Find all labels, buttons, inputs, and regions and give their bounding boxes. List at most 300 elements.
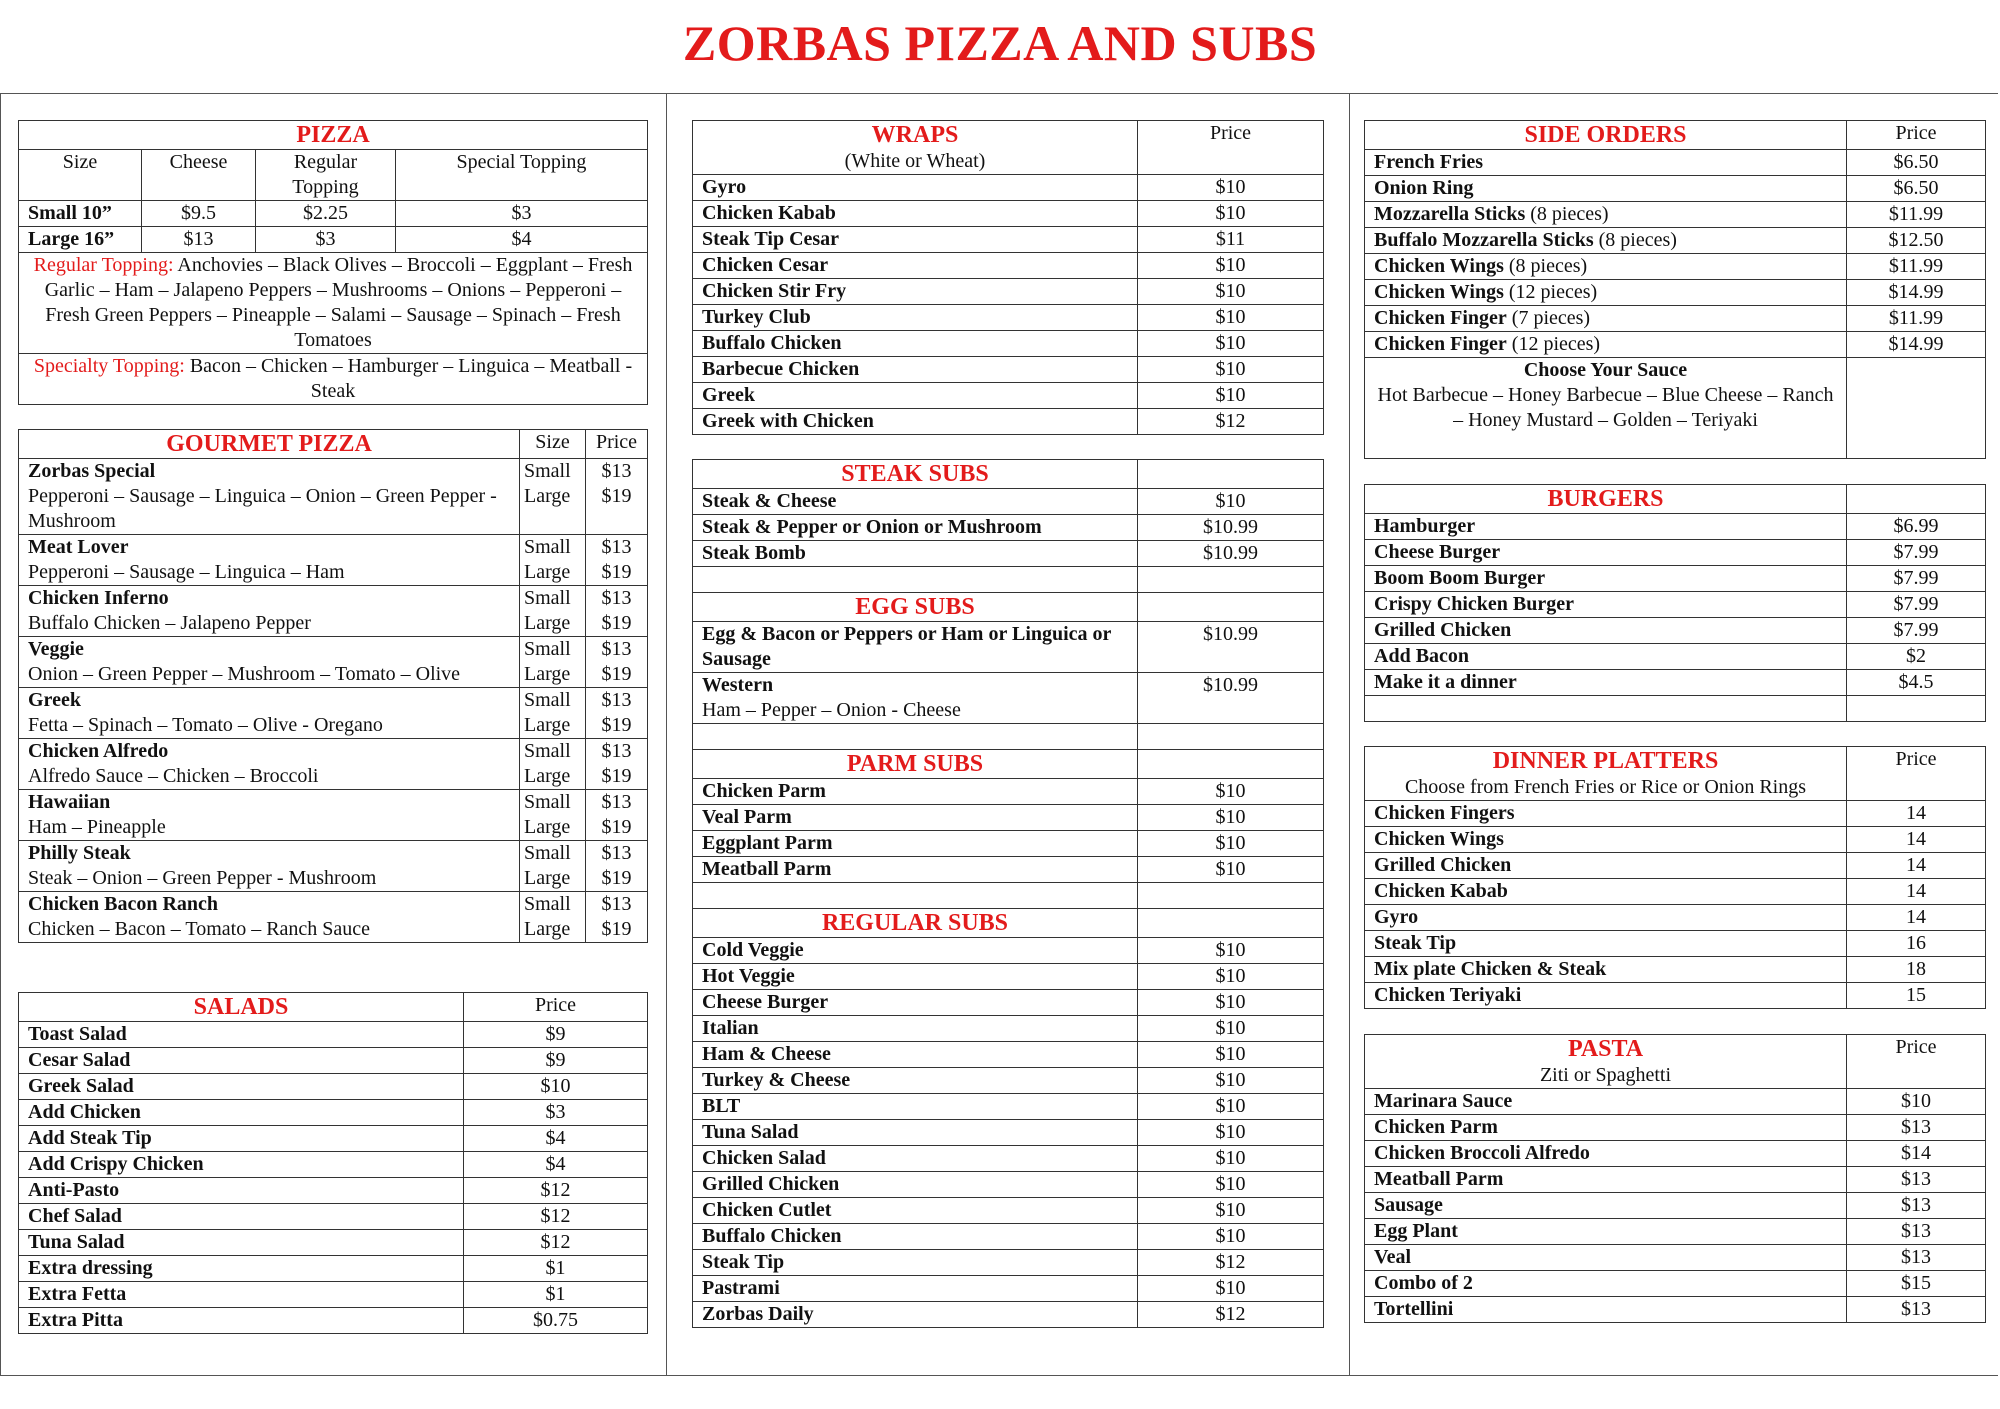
menu-item-cell: [19, 1204, 464, 1230]
menu-row: [19, 1282, 648, 1308]
menu-item-name: Cheese Burger: [702, 991, 829, 1013]
menu-item-cell: [1365, 1219, 1847, 1245]
price-small: $13: [601, 460, 632, 482]
menu-item-cell: [1365, 332, 1847, 358]
gourmet-row: [19, 892, 648, 943]
menu-item-price: 15: [1847, 983, 1986, 1009]
menu-row: [693, 279, 1324, 305]
size-small: Small: [524, 740, 571, 762]
size-large: Large: [524, 714, 571, 736]
gourmet-item-name: Greek: [28, 689, 81, 711]
menu-item-price: $3: [464, 1100, 648, 1126]
gourmet-item-cell: [19, 892, 520, 943]
menu-row: [19, 1048, 648, 1074]
menu-row: [1365, 957, 1986, 983]
gourmet-item-cell: [19, 790, 520, 841]
menu-item-price: $13: [1847, 1167, 1986, 1193]
size-small: Small: [524, 536, 571, 558]
menu-item-price: 14: [1847, 827, 1986, 853]
burgers-title: BURGERS: [1547, 486, 1664, 512]
menu-row: [693, 227, 1324, 253]
menu-item-cell: [693, 253, 1138, 279]
menu-row: [1365, 1115, 1986, 1141]
gourmet-item-name: Meat Lover: [28, 536, 129, 558]
menu-item-cell: [693, 357, 1138, 383]
gourmet-item-name: Philly Steak: [28, 842, 131, 864]
menu-row: [693, 357, 1324, 383]
gourmet-item-description: Ham – Pineapple: [28, 816, 166, 838]
menu-item-name: Cold Veggie: [702, 939, 804, 961]
menu-item-name: Chicken Finger: [1374, 333, 1507, 355]
menu-item-price: $1: [464, 1282, 648, 1308]
menu-item-price: $13: [1847, 1115, 1986, 1141]
menu-item-cell: [1365, 879, 1847, 905]
gourmet-item-cell: [19, 841, 520, 892]
menu-row: [19, 1152, 648, 1178]
gourmet-sizes: [520, 841, 586, 892]
menu-item-price: $13: [1847, 1193, 1986, 1219]
dinner-platters-section: [1364, 746, 1986, 1009]
menu-row: [1365, 853, 1986, 879]
gourmet-prices: [586, 535, 648, 586]
menu-item-name: Chicken Broccoli Alfredo: [1374, 1142, 1590, 1164]
menu-row: [693, 305, 1324, 331]
gourmet-title: GOURMET PIZZA: [166, 431, 372, 457]
sauce-options: Hot Barbecue – Honey Barbecue – Blue Cheese – Ranch – Honey Mustard – Golden – Teriyaki: [1377, 384, 1834, 431]
menu-row: [1365, 618, 1986, 644]
menu-item-cell: [1365, 957, 1847, 983]
gourmet-prices: [586, 892, 648, 943]
menu-item-cell: [693, 1094, 1138, 1120]
menu-row: [693, 964, 1324, 990]
menu-item-cell: [1365, 644, 1847, 670]
menu-item-price: $10: [1138, 1146, 1324, 1172]
menu-item-cell: [693, 201, 1138, 227]
menu-item-name: Cesar Salad: [28, 1049, 131, 1071]
menu-item-price: $14.99: [1847, 332, 1986, 358]
specialty-toppings-text: Bacon – Chicken – Hamburger – Linguica – Meatball - Steak: [184, 355, 633, 402]
side-orders-section: [1364, 120, 1986, 459]
menu-item-price: $13: [1847, 1219, 1986, 1245]
gourmet-item-cell: [19, 459, 520, 535]
menu-item-cell: [693, 515, 1138, 541]
menu-item-name: Greek Salad: [28, 1075, 134, 1097]
wraps-section: [692, 120, 1324, 435]
gourmet-item-cell: [19, 688, 520, 739]
menu-item-name: Chicken Cesar: [702, 254, 829, 276]
menu-row: [1365, 306, 1986, 332]
menu-item-price: $10: [1847, 1089, 1986, 1115]
menu-row: [1365, 1193, 1986, 1219]
menu-row: [1365, 1245, 1986, 1271]
menu-item-price: $12: [1138, 1302, 1324, 1328]
menu-item-name: Gyro: [702, 176, 747, 198]
menu-item-name: Zorbas Daily: [702, 1303, 814, 1325]
menu-row: [693, 175, 1324, 201]
menu-item-price: $11.99: [1847, 202, 1986, 228]
menu-item-cell: [1365, 618, 1847, 644]
menu-item-cell: [693, 409, 1138, 435]
menu-row: [693, 857, 1324, 883]
menu-item-name: Greek: [702, 384, 755, 406]
menu-row: [693, 1146, 1324, 1172]
menu-item-price: $2: [1847, 644, 1986, 670]
price-small: $13: [601, 689, 632, 711]
menu-item-name: Meatball Parm: [1374, 1168, 1504, 1190]
menu-item-cell: [693, 990, 1138, 1016]
menu-item-price: 18: [1847, 957, 1986, 983]
pizza-section: [18, 120, 648, 405]
menu-item-cell: [1365, 1193, 1847, 1219]
menu-item-cell: [1365, 1115, 1847, 1141]
menu-item-name: Extra Pitta: [28, 1309, 123, 1331]
menu-item-cell: [693, 805, 1138, 831]
menu-item-price: $11: [1138, 227, 1324, 253]
pizza-price: $3: [396, 201, 648, 227]
menu-item-name: Italian: [702, 1017, 759, 1039]
menu-row: [19, 1256, 648, 1282]
gourmet-sizes: [520, 637, 586, 688]
menu-item-name: Buffalo Chicken: [702, 1225, 842, 1247]
menu-row: [1365, 176, 1986, 202]
menu-item-name: Steak Tip: [1374, 932, 1457, 954]
size-small: Small: [524, 689, 571, 711]
menu-row: [1365, 1219, 1986, 1245]
menu-item-cell: [1365, 228, 1847, 254]
menu-item-cell: [693, 489, 1138, 515]
menu-row: [1365, 1167, 1986, 1193]
menu-item-note: (8 pieces): [1503, 255, 1588, 277]
menu-item-cell: [19, 1048, 464, 1074]
menu-item-cell: [1365, 670, 1847, 696]
menu-item-cell: [19, 1178, 464, 1204]
menu-item-price: $14.99: [1847, 280, 1986, 306]
menu-item-price: $13: [1847, 1297, 1986, 1323]
size-large: Large: [524, 816, 571, 838]
menu-row: [19, 1100, 648, 1126]
pizza-size: Large 16”: [19, 227, 142, 253]
menu-row: [19, 1204, 648, 1230]
menu-item-price: 16: [1847, 931, 1986, 957]
menu-item-name: Cheese Burger: [1374, 541, 1501, 563]
menu-item-name: Steak & Pepper or Onion or Mushroom: [702, 516, 1042, 538]
gourmet-size-header: Size: [520, 430, 586, 459]
gourmet-item-cell: [19, 637, 520, 688]
menu-row: [19, 1178, 648, 1204]
gourmet-item-description: Pepperoni – Sausage – Linguica – Onion – Green Pepper - Mushroom: [28, 485, 497, 532]
menu-item-cell: [1365, 1167, 1847, 1193]
menu-item-cell: [693, 227, 1138, 253]
gourmet-item-description: Fetta – Spinach – Tomato – Olive - Oregano: [28, 714, 383, 736]
menu-item-price: $10: [1138, 253, 1324, 279]
price-large: $19: [601, 867, 632, 889]
pizza-size: Small 10”: [19, 201, 142, 227]
menu-item-price: $10.99: [1138, 541, 1324, 567]
gourmet-item-description: Pepperoni – Sausage – Linguica – Ham: [28, 561, 345, 583]
menu-item-price: $10: [1138, 305, 1324, 331]
menu-row: [1365, 644, 1986, 670]
menu-item-cell: [19, 1152, 464, 1178]
menu-item-description: Ham – Pepper – Onion - Cheese: [702, 699, 961, 721]
sauce-title: Choose Your Sauce: [1523, 359, 1688, 381]
menu-row: [1365, 514, 1986, 540]
size-large: Large: [524, 485, 571, 507]
size-small: Small: [524, 638, 571, 660]
menu-item-price: $10: [1138, 1198, 1324, 1224]
menu-item-note: (7 pieces): [1506, 307, 1591, 329]
gourmet-item-name: Chicken Alfredo: [28, 740, 169, 762]
menu-row: [693, 805, 1324, 831]
menu-row: [693, 779, 1324, 805]
menu-item-cell: [1365, 1297, 1847, 1323]
menu-row: [693, 673, 1324, 724]
menu-row: [1365, 670, 1986, 696]
menu-item-cell: [693, 1146, 1138, 1172]
sauce-cell: [1365, 358, 1847, 459]
menu-item-cell: [693, 1198, 1138, 1224]
menu-item-name: Greek with Chicken: [702, 410, 874, 432]
menu-row: [19, 1074, 648, 1100]
menu-row: [1365, 228, 1986, 254]
menu-row: [1365, 983, 1986, 1009]
menu-item-cell: [19, 1126, 464, 1152]
menu-item-name: Mozzarella Sticks: [1374, 203, 1526, 225]
regular-toppings: [19, 253, 648, 354]
gourmet-item-description: Buffalo Chicken – Jalapeno Pepper: [28, 612, 311, 634]
price-small: $13: [601, 740, 632, 762]
gourmet-item-name: Hawaiian: [28, 791, 111, 813]
menu-row: [1365, 332, 1986, 358]
menu-item-name: Ham & Cheese: [702, 1043, 831, 1065]
menu-item-cell: [693, 1276, 1138, 1302]
menu-row: [693, 1120, 1324, 1146]
menu-row: [693, 1094, 1324, 1120]
menu-item-name: Veal Parm: [702, 806, 792, 828]
menu-item-name: Gyro: [1374, 906, 1419, 928]
gourmet-row: [19, 790, 648, 841]
size-small: Small: [524, 587, 571, 609]
menu-row: [1365, 280, 1986, 306]
side-orders-price-header: Price: [1847, 121, 1986, 150]
menu-row: [19, 1230, 648, 1256]
pasta-price-header: Price: [1847, 1035, 1986, 1089]
pizza-header: Regular Topping: [256, 150, 396, 201]
gourmet-row: [19, 688, 648, 739]
gourmet-prices: [586, 688, 648, 739]
menu-item-name: Marinara Sauce: [1374, 1090, 1513, 1112]
menu-item-price: $4: [464, 1152, 648, 1178]
egg-subs-title: EGG SUBS: [855, 594, 975, 620]
subs-section: [692, 459, 1324, 1328]
menu-item-name: Toast Salad: [28, 1023, 127, 1045]
menu-item-price: $12: [464, 1204, 648, 1230]
regular-toppings-text: Anchovies – Black Olives – Broccoli – Eggplant – Fresh Garlic – Ham – Jalapeno Peppers – Mushrooms – Onions – Pepperoni – Fresh Green Peppers – Pineapple – Salami – Sausage – Spinach – Fresh Tomatoes: [44, 254, 633, 351]
menu-item-cell: [19, 1256, 464, 1282]
menu-item-price: $10: [1138, 938, 1324, 964]
menu-row: [693, 331, 1324, 357]
side-orders-title: SIDE ORDERS: [1524, 122, 1687, 148]
menu-item-name: Chicken Cutlet: [702, 1199, 832, 1221]
menu-item-name: Chicken Kabab: [1374, 880, 1508, 902]
pizza-price: $3: [256, 227, 396, 253]
dinner-platters-subtitle: Choose from French Fries or Rice or Onion Rings: [1404, 776, 1807, 798]
menu-item-price: $13: [1847, 1245, 1986, 1271]
pasta-section: [1364, 1034, 1986, 1323]
menu-row: [693, 1302, 1324, 1328]
menu-item-name: Chicken Fingers: [1374, 802, 1515, 824]
menu-row: [693, 1224, 1324, 1250]
price-large: $19: [601, 663, 632, 685]
size-large: Large: [524, 765, 571, 787]
menu-row: [693, 1042, 1324, 1068]
menu-item-name: Extra dressing: [28, 1257, 153, 1279]
gourmet-sizes: [520, 586, 586, 637]
menu-item-name: Steak & Cheese: [702, 490, 837, 512]
gourmet-prices: [586, 841, 648, 892]
gourmet-row: [19, 535, 648, 586]
menu-row: [1365, 150, 1986, 176]
pizza-header: Size: [19, 150, 142, 201]
menu-item-price: $12: [464, 1178, 648, 1204]
menu-row: [693, 1016, 1324, 1042]
menu-item-cell: [19, 1282, 464, 1308]
menu-item-price: 14: [1847, 905, 1986, 931]
menu-item-price: $10: [1138, 357, 1324, 383]
menu-item-cell: [1365, 540, 1847, 566]
price-small: $13: [601, 536, 632, 558]
gourmet-item-cell: [19, 535, 520, 586]
menu-item-price: $10: [1138, 779, 1324, 805]
menu-item-cell: [1365, 853, 1847, 879]
menu-item-name: Add Crispy Chicken: [28, 1153, 204, 1175]
page-title: ZORBAS PIZZA AND SUBS: [682, 15, 1318, 71]
menu-item-name: Barbecue Chicken: [702, 358, 860, 380]
menu-row: [1365, 1271, 1986, 1297]
menu-item-cell: [1365, 1141, 1847, 1167]
menu-item-price: $10: [1138, 1068, 1324, 1094]
menu-row: [693, 1172, 1324, 1198]
menu-item-name: Steak Tip: [702, 1251, 785, 1273]
menu-item-price: $6.50: [1847, 176, 1986, 202]
menu-item-price: $12: [1138, 409, 1324, 435]
gourmet-sizes: [520, 790, 586, 841]
menu-item-name: Chicken Stir Fry: [702, 280, 847, 302]
menu-item-note: (12 pieces): [1506, 333, 1601, 355]
menu-item-price: $4.5: [1847, 670, 1986, 696]
menu-item-cell: [693, 279, 1138, 305]
pasta-subtitle: Ziti or Spaghetti: [1539, 1064, 1672, 1086]
menu-item-cell: [19, 1230, 464, 1256]
menu-item-price: $7.99: [1847, 618, 1986, 644]
menu-item-name: Eggplant Parm: [702, 832, 833, 854]
specialty-toppings: [19, 354, 648, 405]
menu-row: [1365, 592, 1986, 618]
price-large: $19: [601, 561, 632, 583]
pizza-price: $13: [142, 227, 256, 253]
menu-item-price: 14: [1847, 853, 1986, 879]
menu-item-name: Tortellini: [1374, 1298, 1454, 1320]
gourmet-section: [18, 429, 648, 943]
menu-item-name: Turkey & Cheese: [702, 1069, 851, 1091]
menu-item-name: Grilled Chicken: [1374, 619, 1512, 641]
menu-item-name: Egg & Bacon or Peppers or Ham or Linguica or Sausage: [702, 623, 1112, 670]
price-small: $13: [601, 842, 632, 864]
menu-item-price: $9: [464, 1048, 648, 1074]
menu-item-name: Add Steak Tip: [28, 1127, 152, 1149]
menu-item-name: Chicken Salad: [702, 1147, 826, 1169]
gourmet-sizes: [520, 739, 586, 790]
price-small: $13: [601, 893, 632, 915]
price-large: $19: [601, 612, 632, 634]
menu-item-cell: [693, 1042, 1138, 1068]
menu-item-price: $7.99: [1847, 592, 1986, 618]
menu-item-name: Buffalo Chicken: [702, 332, 842, 354]
menu-row: [19, 1022, 648, 1048]
gourmet-item-cell: [19, 586, 520, 637]
menu-item-cell: [1365, 202, 1847, 228]
dinner-platters-title: DINNER PLATTERS: [1492, 748, 1719, 774]
menu-row: [693, 1276, 1324, 1302]
menu-item-price: $10: [1138, 990, 1324, 1016]
pizza-header: Special Topping: [396, 150, 648, 201]
menu-item-price: $10: [1138, 1094, 1324, 1120]
menu-item-name: Hamburger: [1374, 515, 1476, 537]
menu-item-name: Veal: [1374, 1246, 1412, 1268]
gourmet-row: [19, 841, 648, 892]
size-small: Small: [524, 842, 571, 864]
menu-item-price: $10: [1138, 1042, 1324, 1068]
menu-row: [693, 489, 1324, 515]
menu-row: [19, 1308, 648, 1334]
menu-item-price: $15: [1847, 1271, 1986, 1297]
salads-title: SALADS: [193, 994, 289, 1020]
menu-item-price: $10.99: [1138, 622, 1324, 673]
gourmet-item-description: Onion – Green Pepper – Mushroom – Tomato – Olive: [28, 663, 461, 685]
menu-item-name: Anti-Pasto: [28, 1179, 120, 1201]
pizza-title: PIZZA: [296, 122, 370, 148]
size-small: Small: [524, 791, 571, 813]
menu-item-price: $10: [1138, 279, 1324, 305]
menu-row: [1365, 1141, 1986, 1167]
pizza-price: $2.25: [256, 201, 396, 227]
menu-item-price: $10: [1138, 857, 1324, 883]
menu-item-price: $10: [1138, 831, 1324, 857]
menu-row: [693, 1250, 1324, 1276]
menu-item-cell: [693, 857, 1138, 883]
wraps-price-header: Price: [1138, 121, 1324, 175]
menu-item-name: Chicken Parm: [702, 780, 826, 802]
menu-item-name: Turkey Club: [702, 306, 811, 328]
menu-item-name: Chicken Parm: [1374, 1116, 1498, 1138]
menu-row: [693, 990, 1324, 1016]
menu-item-cell: [1365, 592, 1847, 618]
menu-item-price: $6.50: [1847, 150, 1986, 176]
size-large: Large: [524, 867, 571, 889]
menu-item-name: Chicken Wings: [1374, 281, 1504, 303]
menu-item-cell: [1365, 905, 1847, 931]
menu-row: [1365, 254, 1986, 280]
menu-item-price: $10: [1138, 201, 1324, 227]
menu-item-cell: [693, 331, 1138, 357]
menu-item-note: (12 pieces): [1503, 281, 1598, 303]
menu-row: [19, 1126, 648, 1152]
menu-item-price: $12: [464, 1230, 648, 1256]
menu-row: [693, 541, 1324, 567]
gourmet-item-name: Veggie: [28, 638, 84, 660]
menu-item-cell: [693, 1302, 1138, 1328]
menu-item-cell: [693, 1016, 1138, 1042]
menu-row: [693, 409, 1324, 435]
